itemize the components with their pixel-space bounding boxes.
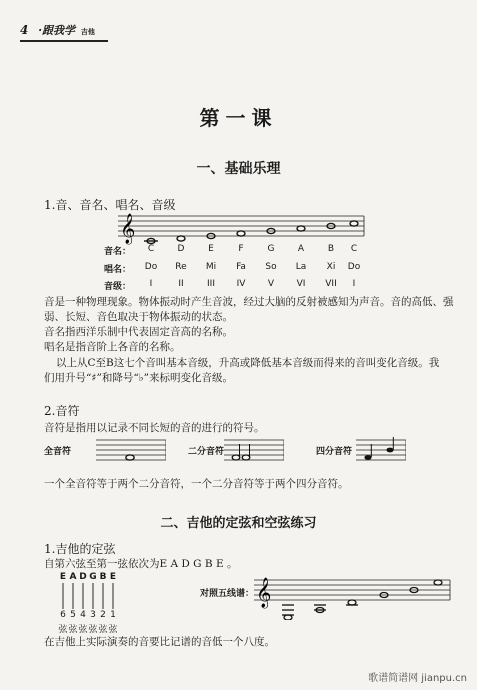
whole-note-staff <box>96 436 166 464</box>
degree: III <box>207 279 215 289</box>
note-name: E <box>208 244 214 254</box>
note-names-row <box>0 244 477 256</box>
degree: I <box>149 279 153 289</box>
section2-title: 二、吉他的定弦和空弦练习 <box>160 516 317 531</box>
page-number: 4 <box>20 23 29 37</box>
para3: 唱名是指音阶上各音的名称。 <box>44 341 181 353</box>
solfege-name: Do <box>347 262 361 272</box>
string-label: 弦 <box>98 625 108 635</box>
staff-compare-label: 对照五线谱： <box>200 589 255 599</box>
solfege-name: La <box>295 262 307 272</box>
solfege-row <box>0 262 477 274</box>
string-label: 弦 <box>68 625 78 635</box>
page-header <box>20 22 95 38</box>
watermark: 歌谱简谱网 jianpu.cn <box>368 673 467 684</box>
string-note: A <box>69 572 77 582</box>
string-number: 5 <box>70 610 76 620</box>
string-note: D <box>79 572 87 582</box>
quarter-note-staff <box>356 436 406 464</box>
open-strings-staff <box>254 574 454 620</box>
book-subtitle: 吉他 <box>80 27 95 36</box>
sub1-title: 1.音、音名、唱名、音级 <box>44 198 176 212</box>
para5: 音符是指用以记录不同长短的音的进行的符号。 <box>44 422 265 434</box>
lesson-title: 第一课 <box>199 106 278 130</box>
octave-note: 在吉他上实际演奏的音要比记谱的音低一个八度。 <box>44 636 275 648</box>
note-d <box>177 236 185 241</box>
string-label: 弦 <box>88 625 98 635</box>
degree: V <box>267 279 275 289</box>
string-note: E <box>109 572 117 582</box>
para6: 一个全音符等于两个二分音符，一个二分音符等于两个四分音符。 <box>44 478 349 490</box>
degree: IV <box>236 279 246 289</box>
degree: II <box>178 279 184 289</box>
solfege-name: Xi <box>326 262 336 272</box>
degree: I <box>352 279 356 289</box>
string-number: 3 <box>90 610 96 620</box>
section2-sub1-title: 1.吉他的定弦 <box>44 542 116 556</box>
header-rule <box>20 40 108 42</box>
quarter-note-label: 四分音符 <box>316 447 353 457</box>
whole-note-label: 全音符 <box>44 447 72 457</box>
solfege-name: Mi <box>205 262 217 272</box>
half-note-staff <box>224 436 284 464</box>
quarter-note-2 <box>386 448 393 453</box>
note-name: F <box>238 244 244 254</box>
open-e-low <box>284 615 292 620</box>
whole-note <box>126 455 134 460</box>
note-a <box>297 226 305 231</box>
half-note-1 <box>232 455 240 460</box>
quarter-note-1 <box>364 455 371 460</box>
string-number: 1 <box>110 610 116 620</box>
note-name: C <box>350 244 358 254</box>
note-f <box>237 231 245 236</box>
section1-title: 一、基础乐理 <box>196 161 281 177</box>
strings-lines <box>58 583 120 609</box>
string-number: 6 <box>60 610 66 620</box>
string-note: E <box>59 572 67 582</box>
string-note: B <box>99 572 107 582</box>
open-e-high <box>434 580 442 585</box>
solfege-name: Re <box>175 262 187 272</box>
string-number: 4 <box>80 610 86 620</box>
note-c-high <box>350 221 358 226</box>
guitar-strings-diagram <box>52 572 142 634</box>
scale-notes <box>144 221 358 244</box>
note-name: A <box>297 244 305 254</box>
note-name: G <box>267 244 275 254</box>
solfege-name: Do <box>144 262 158 272</box>
note-name: B <box>327 244 335 254</box>
half-note-2 <box>242 455 250 460</box>
solfege-label: 唱名： <box>104 265 132 275</box>
degrees-row <box>0 279 477 291</box>
open-d <box>348 600 356 605</box>
para1-line1: 音是一种物理现象。物体振动时产生音波，经过大脑的反射被感知为声音。音的高低、强 <box>44 296 454 308</box>
treble-clef-icon: 𝄞 <box>120 214 136 244</box>
para1-line2: 弱、长短、音色取决于物体振动的状态。 <box>44 311 233 323</box>
note-name: D <box>177 244 185 254</box>
note-name: C <box>147 244 155 254</box>
book-title: ·跟我学 <box>38 24 76 37</box>
degrees-label: 音级： <box>104 282 132 292</box>
string-label: 弦 <box>78 625 88 635</box>
para2: 音名指西洋乐制中代表固定音高的名称。 <box>44 326 233 338</box>
degree: VI <box>296 279 306 289</box>
treble-clef-icon: 𝄞 <box>256 578 272 608</box>
string-label: 弦 <box>108 625 118 635</box>
string-label: 弦 <box>58 625 68 635</box>
degree: VII <box>325 279 337 289</box>
note-names-label: 音名： <box>104 247 132 257</box>
string-note: G <box>89 572 97 582</box>
string-number: 2 <box>100 610 106 620</box>
solfege-name: Fa <box>236 262 246 272</box>
para4-line1: 以上从C至B这七个音叫基本音级，升高或降低基本音级而得来的音叫变化音级。我 <box>56 357 440 369</box>
tuning-text: 自第六弦至第一弦依次为E A D G B E 。 <box>44 558 238 570</box>
sub2-title: 2.音符 <box>44 404 80 418</box>
solfege-name: So <box>265 262 277 272</box>
half-note-label: 二分音符 <box>188 447 225 457</box>
para4-line2: 们用升号“♯”和降号“♭”来标明变化音级。 <box>44 372 234 384</box>
